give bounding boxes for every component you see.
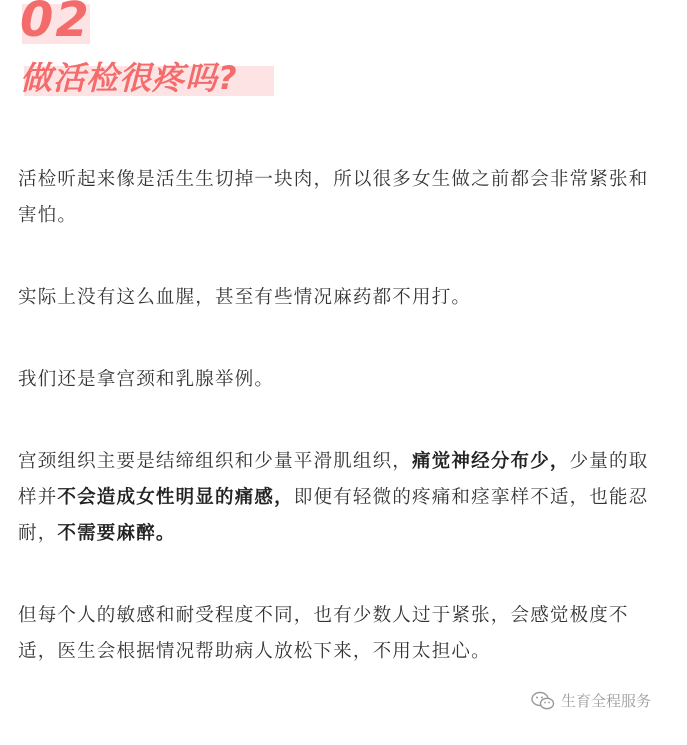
paragraph-5: 但每个人的敏感和耐受程度不同，也有少数人过于紧张，会感觉极度不适，医生会根据情况帮助病人放松下来，不用太担心。 [18,605,629,662]
paragraph-4 [18,444,668,552]
watermark-text: 生育全程服务 [560,692,651,710]
article-body [18,162,668,716]
section-number [20,0,92,46]
paragraph-1: 活检听起来像是活生生切掉一块肉，所以很多女生做之前都会非常紧张和害怕。 [18,169,649,226]
section-header [20,0,320,110]
paragraph-3: 我们还是拿宫颈和乳腺举例。 [18,369,275,390]
paragraph-4-text-1: 宫颈组织主要是结缔组织和少量平滑肌组织， [18,451,413,472]
watermark [531,690,651,711]
wechat-icon [531,691,555,711]
paragraph-2: 实际上没有这么血腥，甚至有些情况麻药都不用打。 [18,287,472,308]
paragraph-4-text-2: 少量的取样并 [18,451,649,508]
paragraph-4-emphasis-1: 痛觉神经分布少， [412,451,570,472]
section-number-text: 02 [20,0,91,48]
paragraph-4-emphasis-3: 不需要麻醉。 [57,523,176,544]
paragraph-4-emphasis-2: 不会造成女性明显的痛感， [57,487,294,508]
paragraph-4-text-3: 即便有轻微的疼痛和痉挛样不适，也能忍耐， [18,487,649,544]
section-title-text: 做活检很疼吗? [20,59,238,97]
